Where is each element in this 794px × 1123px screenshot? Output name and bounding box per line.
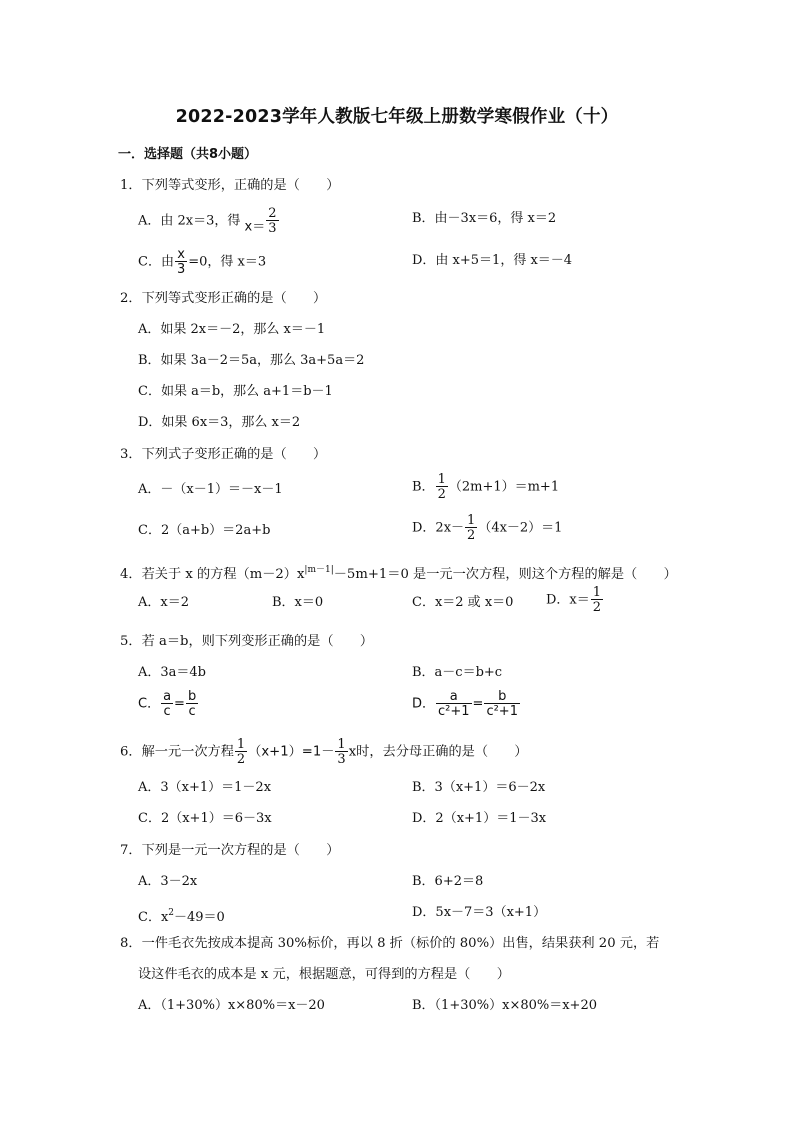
question-4-stem: 4．若关于 x 的方程$(m-2)x^{|m-1|}-5m+1=0$ 是一元一次方程，则这个方程的解是（ ） (120, 565, 677, 582)
question-3-option-d: D．2x－ $\frac{1}{2}$ （4x－2）＝1 (412, 513, 563, 543)
question-6-option-c: C．2（x+1）＝6－3x (138, 811, 272, 826)
question-6-option-b: B．3（x+1）＝6－2x (412, 780, 546, 795)
question-7-option-b: B．6+2＝8 (412, 874, 484, 889)
question-3-option-a: A．－（x－1）＝－x－1 (138, 482, 283, 497)
question-6-stem: 6．解一元一次方程 $\frac{1}{2}$ （x+1）=1－ $\frac{1}{3}$ x时，去分母正确的是（ ） (120, 737, 528, 767)
fraction: $\frac{a}{\text{c²+1}}$ (438, 689, 470, 719)
question-2-option-d: D．如果 6x＝3，那么 x＝2 (138, 415, 301, 430)
page-title: 2022-2023学年人教版七年级上册数学寒假作业（十） (175, 107, 619, 127)
fraction: $\frac{1}{2}$ (236, 737, 246, 767)
question-5-stem: 5．若 a＝b，则下列变形正确的是（ ） (120, 634, 374, 649)
question-2-option-a: A．如果 2x＝－2，那么 x＝－1 (138, 322, 326, 337)
question-5-option-a: A．3a＝4b (138, 665, 207, 680)
question-6-option-a: A．3（x+1）＝1－2x (138, 780, 272, 795)
question-2-option-c: C．如果 a＝b，那么 a+1＝b－1 (138, 384, 333, 399)
fraction: $\frac{1}{2}$ (592, 585, 602, 615)
question-8-stem-line-1: 8．一件毛衣先按成本提高 30%标价，再以 8 折（标价的 80%）出售，结果获利 20 元，若 (120, 936, 660, 951)
fraction: $\frac{b}{\text{c²+1}}$ (486, 689, 518, 719)
fraction: $\frac{x}{3}$ (176, 247, 186, 277)
question-8-option-b: B．（1+30%）x×80%＝x+20 (412, 998, 597, 1013)
question-5-option-b: B．a－c＝b+c (412, 665, 503, 680)
fraction: $\frac{1}{3}$ (337, 737, 346, 767)
question-7-option-a: A．3－2x (138, 874, 198, 889)
question-4-option-b: B．x＝0 (272, 595, 324, 610)
question-1-option-a: A．由 2x＝3，得 x＝ $\frac{2}{3}$ (138, 206, 277, 236)
question-5-option-c: C． $\frac{a}{c}$ = $\frac{b}{c}$ (138, 689, 197, 719)
question-7-option-d: D．5x－7＝3（x+1） (412, 905, 547, 920)
fraction: $\frac{1}{2}$ (467, 513, 476, 543)
question-4-option-a: A．x＝2 (138, 595, 189, 610)
question-1-stem: 1．下列等式变形，正确的是（ ） (120, 178, 340, 193)
question-6-option-d: D．2（x+1）＝1－3x (412, 811, 547, 826)
question-4-option-c: C．x＝2 或 x＝0 (412, 595, 514, 610)
question-7-option-c: C．$x^2-49=0$ (138, 908, 225, 925)
section-heading: 一．选择题（共8小题） (118, 147, 258, 162)
question-1-option-b: B．由－3x＝6，得 x＝2 (412, 211, 557, 226)
question-8-stem-line-2: 设这件毛衣的成本是 x 元，根据题意，可得到的方程是（ ） (138, 967, 510, 982)
question-2-option-b: B．如果 3a－2＝5a，那么 3a+5a＝2 (138, 353, 365, 368)
fraction: $\frac{1}{2}$ (437, 472, 446, 502)
question-1-option-d: D．由 x+5＝1，得 x＝－4 (412, 253, 573, 268)
question-8-option-a: A．（1+30%）x×80%＝x－20 (138, 998, 325, 1013)
question-3-option-c: C．2（a+b）＝2a+b (138, 523, 271, 538)
fraction: $\frac{b}{c}$ (187, 689, 197, 719)
fraction: $\frac{2}{3}$ (268, 206, 277, 236)
question-3-option-b: B． $\frac{1}{2}$ （2m+1）＝m+1 (412, 472, 560, 502)
question-3-stem: 3．下列式子变形正确的是（ ） (120, 447, 327, 462)
question-2-stem: 2．下列等式变形正确的是（ ） (120, 291, 327, 306)
question-4-option-d: D．x＝ $\frac{1}{2}$ (546, 585, 602, 615)
fraction: $\frac{a}{c}$ (163, 689, 172, 719)
question-1-option-c: C．由 $\frac{x}{3}$ =0，得 x＝3 (138, 247, 267, 277)
question-5-option-d: D． $\frac{a}{\text{c²+1}}$ = $\frac{b}{\text{c²+1}}$ (412, 689, 518, 719)
question-7-stem: 7．下列是一元一次方程的是（ ） (120, 843, 340, 858)
